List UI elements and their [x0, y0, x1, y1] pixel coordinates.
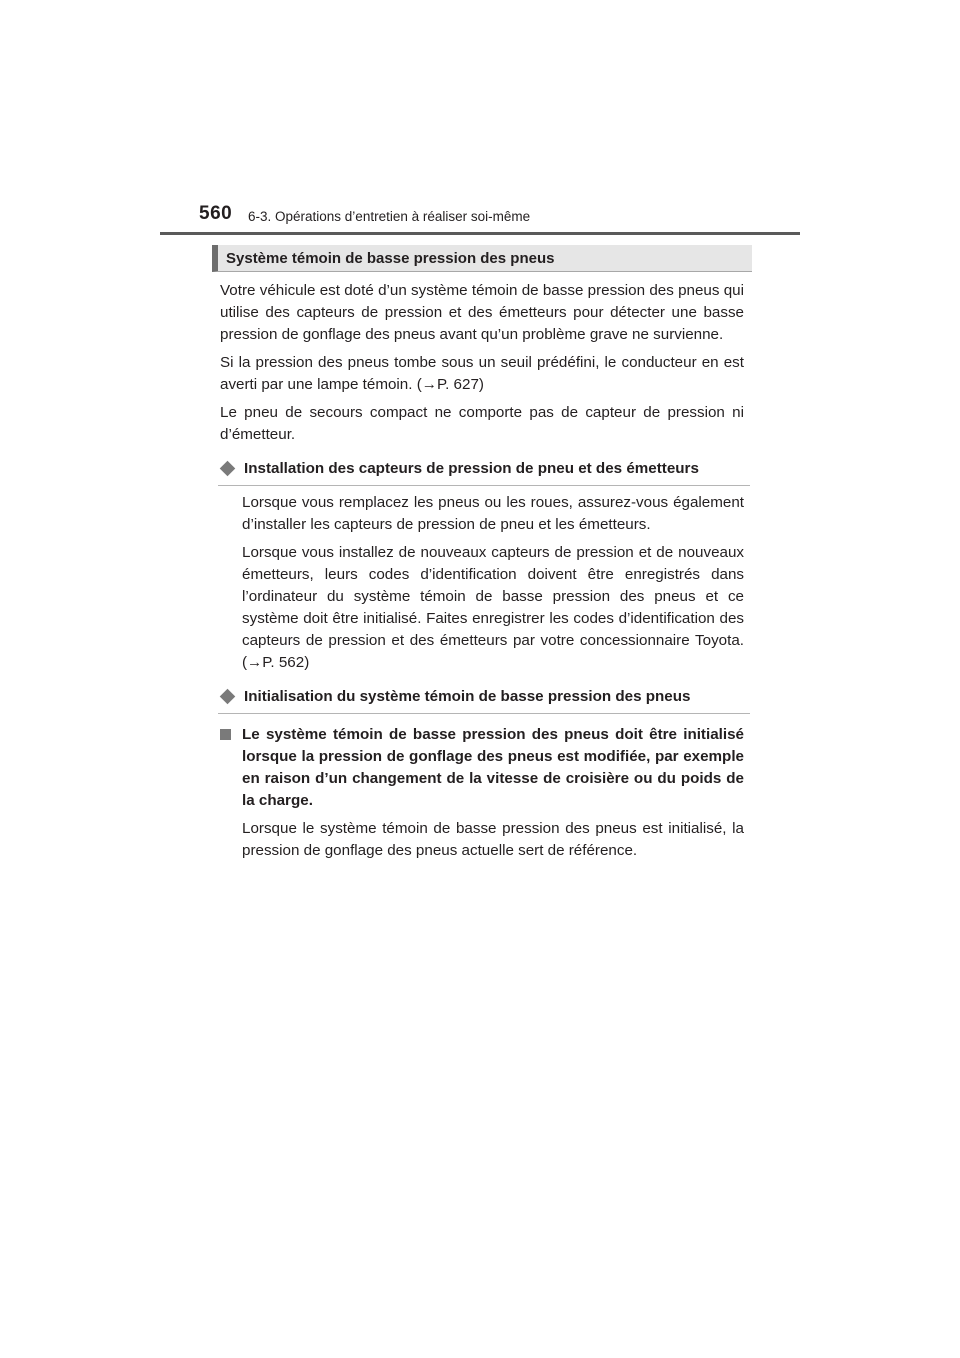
chapter-label: 6-3. Opérations d’entretien à réaliser soi-même [248, 209, 531, 224]
subsection-heading-initialisation [218, 686, 750, 714]
page-header [0, 0, 960, 240]
installation-paragraph-2: Lorsque vous installez de nouveaux capteurs de pression et de nouveaux émetteurs, leurs codes d’identification doivent être enregistrés dans l’ordinateur du système témoin de basse pression des pneus et ce système doit être initialisé. Faites enregistrer les codes d’identification des capteurs de pression et des émetteurs par votre concessionnaire Toyota. (→P. 562) [242, 544, 744, 671]
subsection-title: Installation des capteurs de pression de pneu et des émetteurs [244, 460, 699, 477]
page-content [212, 245, 752, 862]
diamond-bullet-icon [220, 689, 236, 705]
item-heading-text: Le système témoin de basse pression des pneus doit être initialisé lorsque la pression de gonflage des pneus est modifiée, par exemple en raison d’un changement de la vitesse de croisière ou du poids de la charge. [242, 726, 744, 809]
section-title-bar [212, 245, 752, 272]
square-bullet-icon [220, 729, 231, 740]
installation-paragraph-1: Lorsque vous remplacez les pneus ou les roues, assurez-vous également d’installer les capteurs de pression de pneu et les émetteurs. [242, 494, 744, 533]
item-heading [220, 724, 744, 812]
diamond-bullet-icon [220, 461, 236, 477]
intro-paragraph-3: Le pneu de secours compact ne comporte pas de capteur de pression ni d’émetteur. [220, 404, 744, 443]
section-title: Système témoin de basse pression des pneus [226, 250, 555, 267]
intro-paragraph-1: Votre véhicule est doté d’un système témoin de basse pression des pneus qui utilise des capteurs de pression et des émetteurs pour détecter une basse pression de gonflage des pneus avant qu’un problème grave ne survienne. [220, 282, 744, 343]
item-paragraph: Lorsque le système témoin de basse pression des pneus est initialisé, la pression de gonflage des pneus actuelle sert de référence. [242, 820, 744, 859]
header-rule [160, 232, 800, 235]
page-number: 560 [199, 203, 233, 224]
subsection-heading-installation [218, 458, 750, 486]
intro-paragraph-2: Si la pression des pneus tombe sous un seuil prédéfini, le conducteur en est averti par une lampe témoin. (→P. 627) [220, 354, 744, 393]
subsection-title: Initialisation du système témoin de basse pression des pneus [244, 688, 691, 705]
